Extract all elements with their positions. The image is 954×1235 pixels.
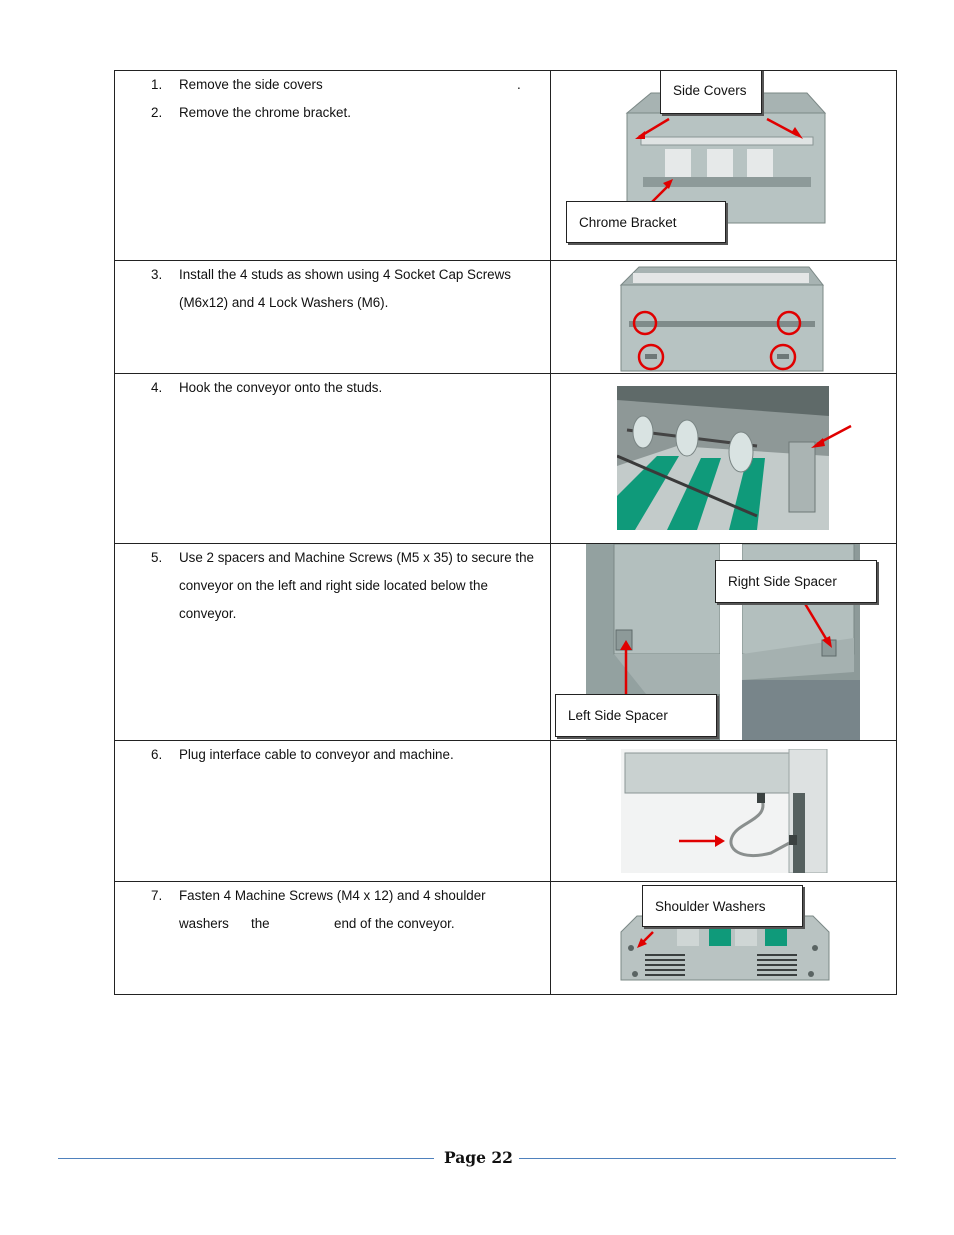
callout-left-side-spacer xyxy=(555,694,717,737)
step-text-word: the xyxy=(251,916,270,931)
step-text: Hook the conveyor onto the studs. xyxy=(179,380,383,395)
step-text: Remove the chrome bracket. xyxy=(179,105,351,120)
image-cell xyxy=(551,741,896,881)
step-number: 6. xyxy=(151,747,163,762)
callout-shoulder-washers xyxy=(642,885,803,927)
instruction-table xyxy=(114,70,897,995)
step-text: Use 2 spacers and Machine Screws (M5 x 35) to secure the conveyor on the left and right side located below the conveyor. xyxy=(179,550,535,621)
machine-studs-photo xyxy=(619,265,829,373)
image-cell xyxy=(551,71,896,260)
image-cell xyxy=(551,261,896,373)
step-text-word: end of the conveyor. xyxy=(334,916,455,931)
callout-chrome-bracket xyxy=(566,201,726,243)
table-row xyxy=(115,261,896,374)
step-number: 5. xyxy=(151,550,163,565)
footer-rule-left xyxy=(58,1158,434,1159)
image-cell xyxy=(551,374,896,543)
interface-cable-photo xyxy=(621,749,831,873)
conveyor-hook-photo xyxy=(617,386,857,530)
step-text xyxy=(179,71,541,99)
step-text: Install the 4 studs as shown using 4 Socket Cap Screws (M6x12) and 4 Lock Washers (M6). xyxy=(179,267,511,310)
step-text-word: washers xyxy=(179,916,229,931)
step-number: 3. xyxy=(151,267,163,282)
step-number: 4. xyxy=(151,380,163,395)
image-cell xyxy=(551,882,896,994)
table-row xyxy=(115,544,896,741)
instruction-cell xyxy=(115,261,551,373)
step-number: 2. xyxy=(151,105,163,120)
footer-rule-right xyxy=(519,1158,896,1159)
callout-label: Left Side Spacer xyxy=(568,708,668,723)
callout-side-covers xyxy=(660,71,762,114)
callout-right-side-spacer xyxy=(715,560,877,603)
instruction-cell xyxy=(115,374,551,543)
instruction-cell xyxy=(115,544,551,740)
image-cell xyxy=(551,544,896,740)
table-row xyxy=(115,882,896,994)
instruction-cell xyxy=(115,71,551,260)
table-row xyxy=(115,71,896,261)
step-text-trail: . xyxy=(517,77,521,92)
callout-label: Right Side Spacer xyxy=(728,574,837,589)
callout-label: Side Covers xyxy=(673,82,747,98)
step-number: 1. xyxy=(151,77,163,92)
step-text-main: Remove the side covers xyxy=(179,77,323,92)
table-row xyxy=(115,741,896,882)
step-text-line-1: Fasten 4 Machine Screws (M4 x 12) and 4 shoulder xyxy=(179,888,486,903)
step-number: 7. xyxy=(151,888,163,903)
page-number: Page 22 xyxy=(444,1148,513,1167)
callout-label: Shoulder Washers xyxy=(655,898,766,914)
step-text: Plug interface cable to conveyor and machine. xyxy=(179,747,454,762)
callout-label: Chrome Bracket xyxy=(579,214,677,230)
table-row xyxy=(115,374,896,544)
instruction-cell xyxy=(115,882,551,994)
instruction-cell xyxy=(115,741,551,881)
